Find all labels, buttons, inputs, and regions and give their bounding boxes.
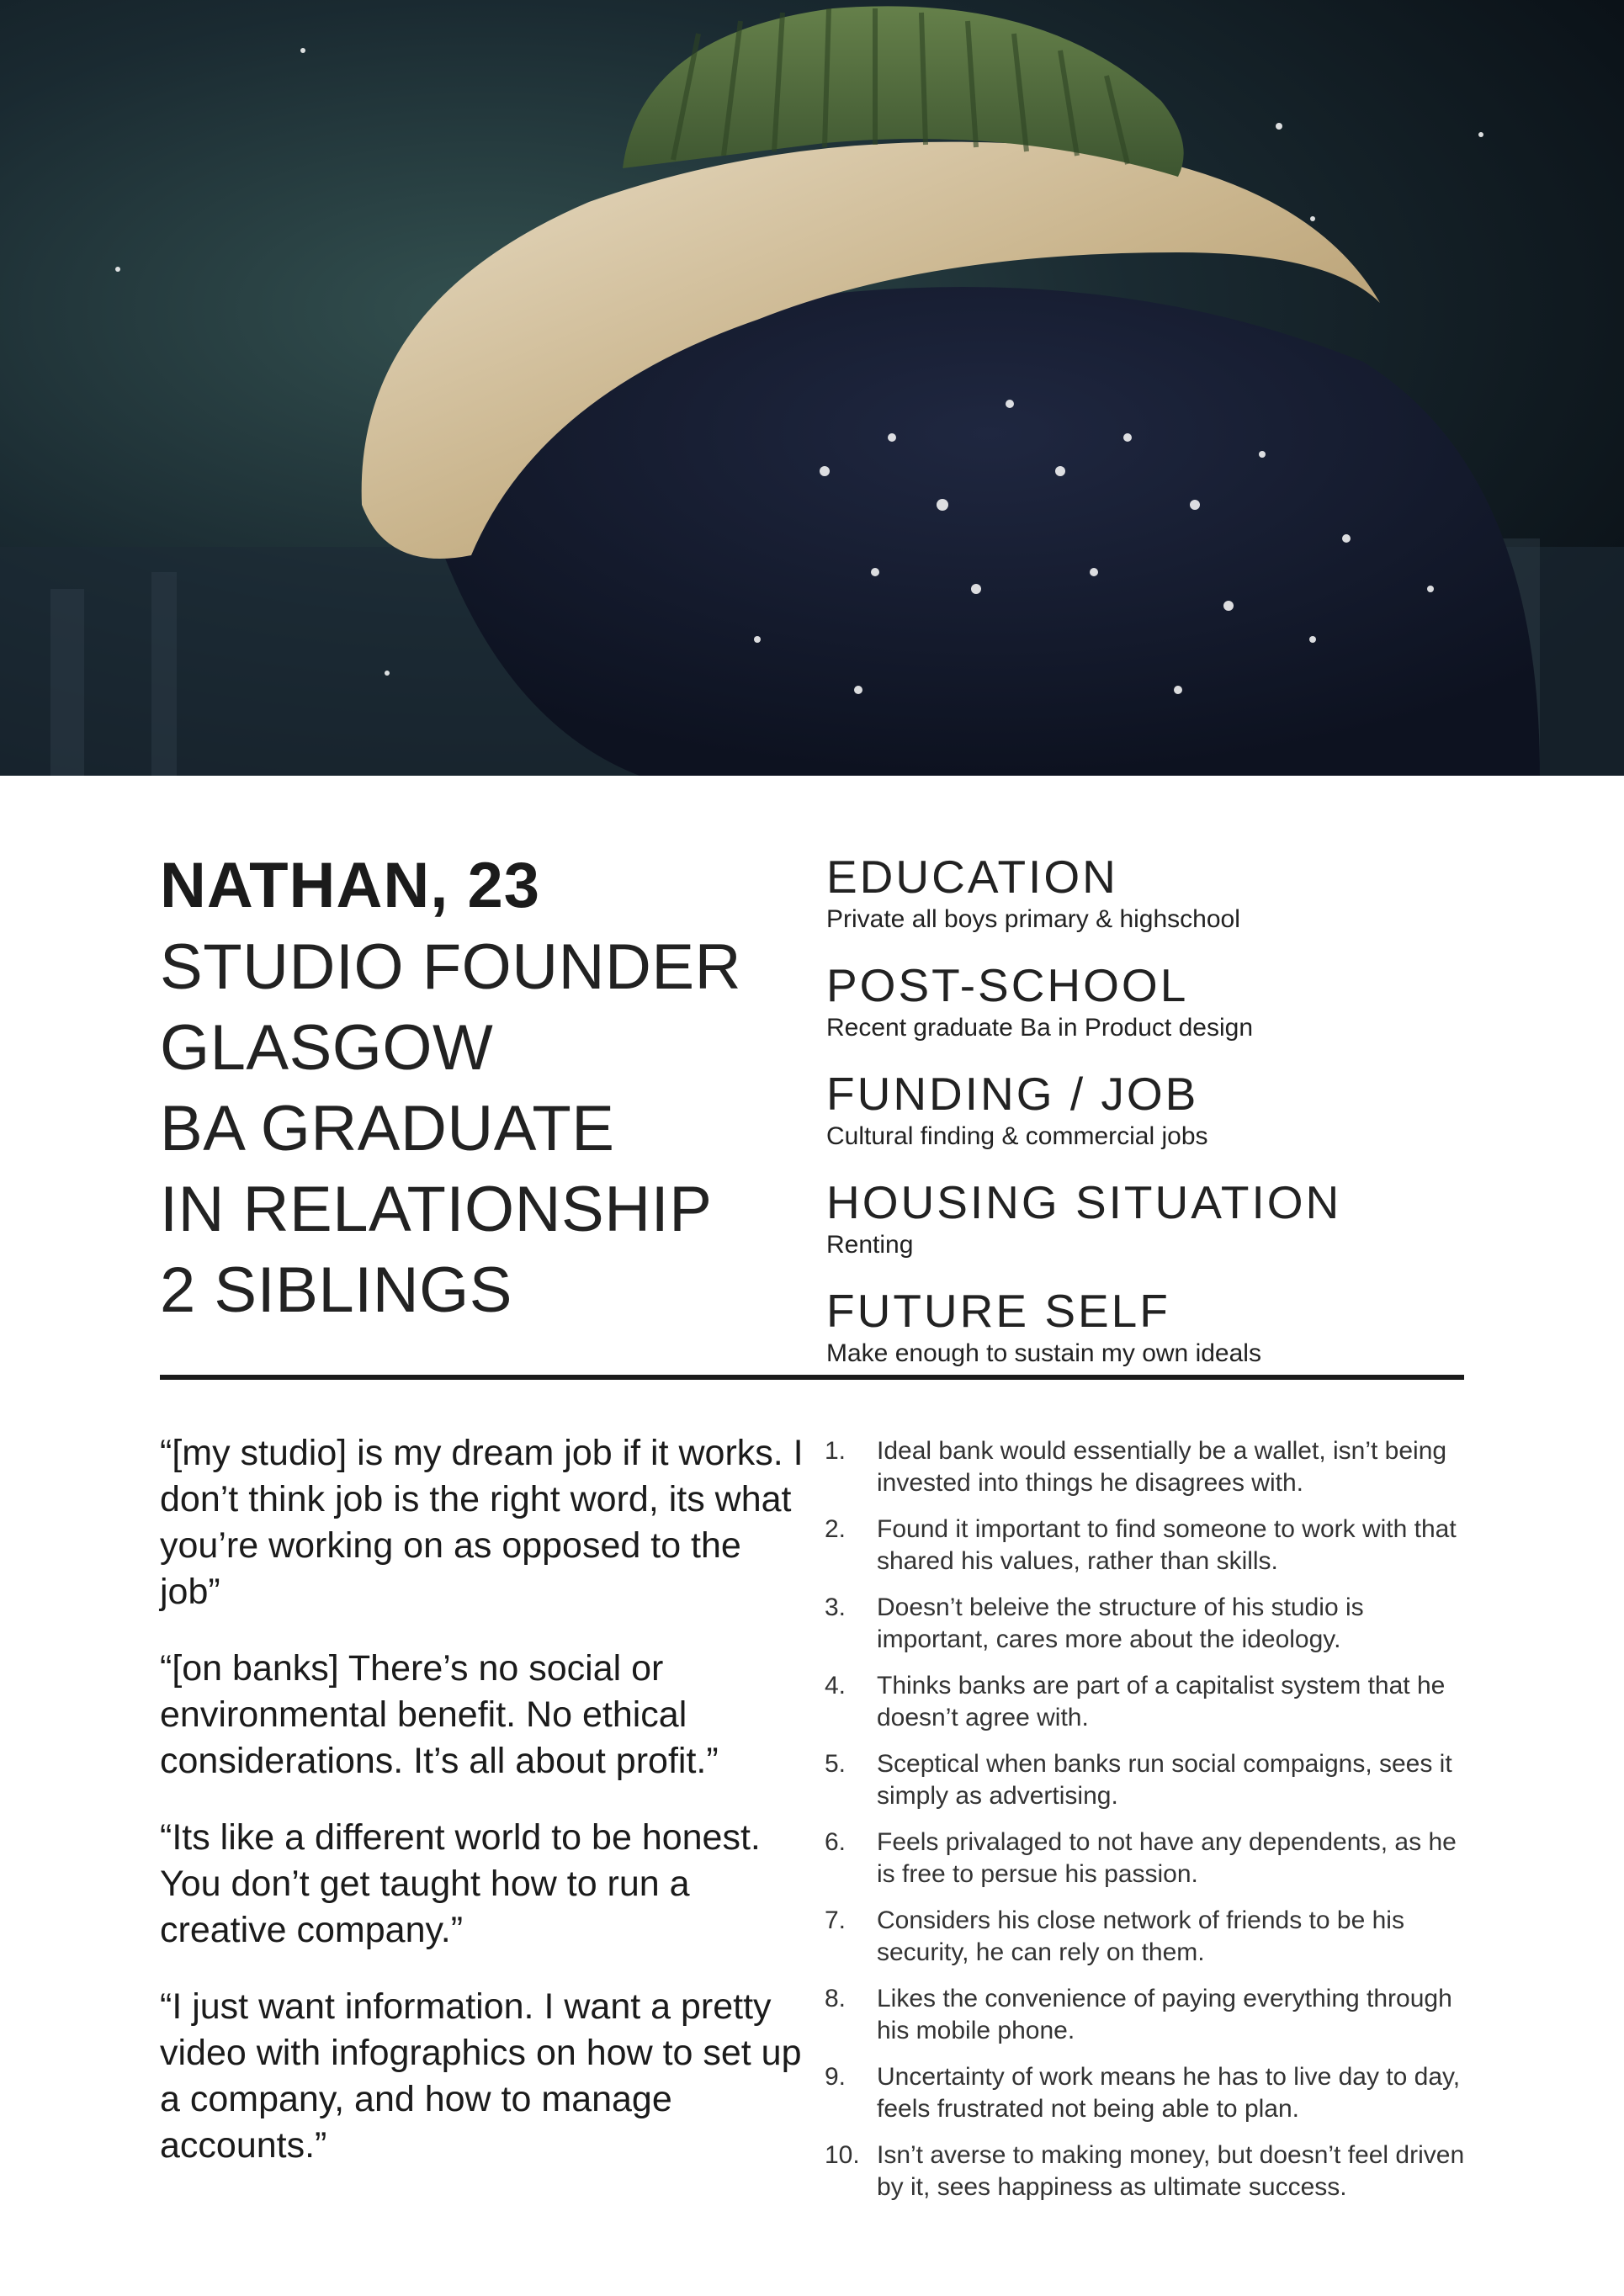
fact-future-self [826, 1284, 1499, 1370]
item-number: 8. [825, 1985, 846, 2012]
item-number: 4. [825, 1672, 846, 1699]
quote: “[my studio] is my dream job if it works. I don’t think job is the right word, its what you’re working on as opposed to the job” [160, 1433, 804, 1612]
item-text: Considers his close network of friends to be his security, he can rely on them. [877, 1906, 1404, 1966]
item-number: 3. [825, 1593, 846, 1621]
list-item [825, 1905, 1481, 1969]
quotes-column [160, 1430, 808, 2199]
quote: “[on banks] There’s no social or environmental benefit. No ethical considerations. It’s all about profit.” [160, 1648, 719, 1781]
item-number: 10. [825, 2141, 860, 2169]
item-text: Sceptical when banks run social compaigns, sees it simply as advertising. [877, 1750, 1452, 1810]
list-item [825, 1827, 1481, 1890]
persona-line-relationship: IN RELATIONSHIP [160, 1174, 713, 1245]
item-number: 1. [825, 1437, 846, 1465]
list-item [825, 1592, 1481, 1656]
persona-summary [160, 845, 808, 1331]
item-text: Ideal bank would essentially be a wallet, isn’t being invested into things he disagrees with. [877, 1437, 1447, 1497]
item-number: 7. [825, 1906, 846, 1934]
item-text: Uncertainty of work means he has to live day to day, feels frustrated not being able to plan. [877, 2063, 1461, 2123]
list-item [825, 1435, 1481, 1499]
fact-education [826, 850, 1499, 936]
section-divider [160, 1375, 1464, 1380]
item-number: 5. [825, 1750, 846, 1778]
persona-line-education: BA GRADUATE [160, 1093, 615, 1164]
hero-photo [0, 0, 1624, 776]
fact-housing [826, 1175, 1499, 1261]
list-item [825, 2140, 1481, 2203]
persona-line-siblings: 2 SIBLINGS [160, 1254, 512, 1326]
list-item [825, 2061, 1481, 2125]
quote: “Its like a different world to be honest. You don’t get taught how to run a creative company.” [160, 1817, 761, 1950]
fact-value: Renting [826, 1231, 914, 1259]
item-text: Thinks banks are part of a capitalist system that he doesn’t agree with. [877, 1672, 1446, 1731]
fact-post-school [826, 958, 1499, 1044]
item-text: Found it important to find someone to work with that shared his values, rather than skills. [877, 1515, 1457, 1575]
insights-list [825, 1435, 1481, 2218]
item-text: Isn’t averse to making money, but doesn’t feel driven by it, sees happiness as ultimate success. [877, 2141, 1465, 2201]
item-number: 9. [825, 2063, 846, 2091]
fact-label: FUNDING / JOB [826, 1068, 1199, 1120]
persona-line-location: GLASGOW [160, 1012, 494, 1084]
persona-line-occupation: STUDIO FOUNDER [160, 931, 741, 1003]
fact-value: Make enough to sustain my own ideals [826, 1339, 1261, 1367]
item-number: 2. [825, 1515, 846, 1543]
item-text: Doesn’t beleive the structure of his studio is important, cares more about the ideology. [877, 1593, 1364, 1653]
fact-funding-job [826, 1067, 1499, 1153]
fact-value: Cultural finding & commercial jobs [826, 1122, 1208, 1150]
fact-value: Recent graduate Ba in Product design [826, 1014, 1253, 1042]
fact-label: EDUCATION [826, 851, 1118, 903]
list-item [825, 1748, 1481, 1812]
item-number: 6. [825, 1828, 846, 1856]
quote: “I just want information. I want a pretty video with infographics on how to set up a company, and how to manage accounts.” [160, 1986, 802, 2166]
persona-name: NATHAN, 23 [160, 850, 540, 921]
item-text: Feels privalaged to not have any dependents, as he is free to persue his passion. [877, 1828, 1457, 1888]
fact-value: Private all boys primary & highschool [826, 905, 1240, 933]
fact-label: POST-SCHOOL [826, 959, 1189, 1011]
fact-label: FUTURE SELF [826, 1285, 1170, 1337]
persona-facts [826, 850, 1499, 1392]
list-item [825, 1514, 1481, 1578]
list-item [825, 1670, 1481, 1734]
list-item [825, 1983, 1481, 2047]
item-text: Likes the convenience of paying everything through his mobile phone. [877, 1985, 1452, 2044]
person-in-fur-hood-photo [0, 0, 1624, 776]
fact-label: HOUSING SITUATION [826, 1176, 1342, 1228]
